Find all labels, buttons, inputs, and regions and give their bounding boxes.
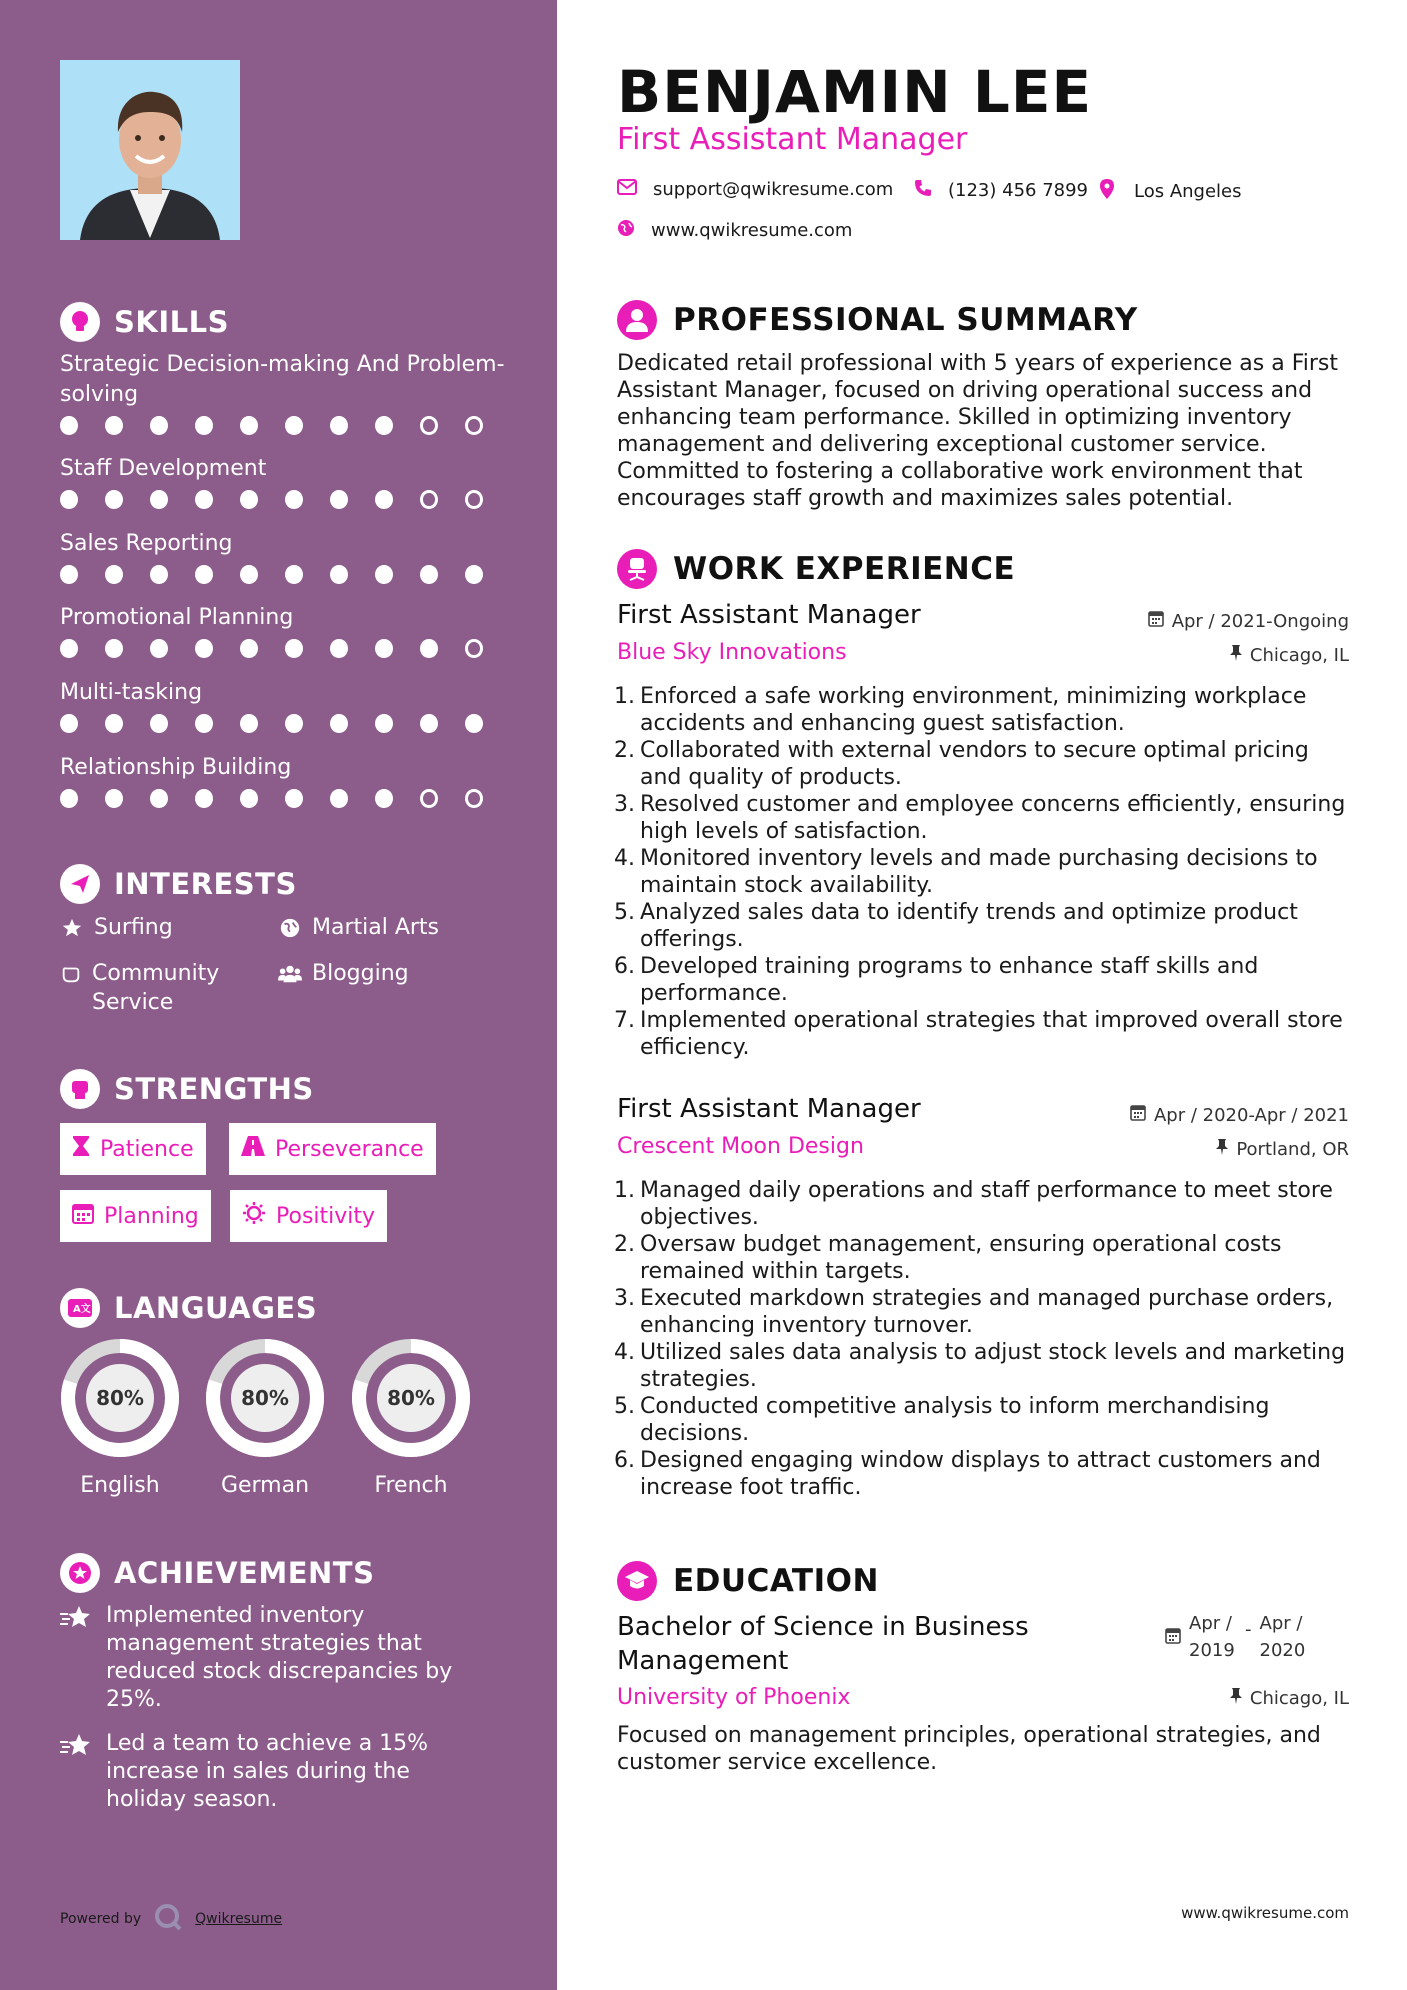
rating-dot-filled: [420, 565, 438, 584]
duty-number: 4.: [614, 846, 635, 871]
rating-dot-filled: [60, 714, 78, 733]
job-location-text: Chicago, IL: [1249, 645, 1349, 666]
rating-dot-filled: [375, 639, 393, 658]
interest-label: Martial Arts: [312, 915, 440, 940]
globe-icon: [617, 219, 635, 242]
interest-label: Surfing: [94, 915, 173, 940]
users-icon: [278, 959, 302, 988]
skills-title: SKILLS: [114, 305, 229, 339]
duty-text: Resolved customer and employee concerns efficiently, ensuring high levels of satisfaction.: [640, 792, 1346, 844]
rating-dot-filled: [285, 416, 303, 435]
interest-item-community-service: [60, 959, 260, 1017]
phone-text: (123) 456 7899: [948, 180, 1089, 201]
rating-dot-filled: [60, 490, 78, 509]
job-dates-text: Apr / 2021-Ongoing: [1171, 610, 1349, 632]
strengths-title: STRENGTHS: [114, 1072, 314, 1106]
skill-name: Sales Reporting: [60, 531, 233, 556]
rating-dot-filled: [285, 565, 303, 584]
education-date-separator: -: [1245, 1619, 1252, 1640]
duty-text: Conducted competitive analysis to inform merchandising decisions.: [640, 1394, 1270, 1446]
duty-item: [612, 1447, 1357, 1501]
svg-text:A文: A文: [73, 1304, 91, 1315]
job-dates-text: Apr / 2020-Apr / 2021: [1153, 1104, 1349, 1126]
rating-dot-filled: [240, 714, 258, 733]
rating-dot-filled: [195, 789, 213, 808]
interests-heading: [60, 864, 297, 904]
rating-dot-filled: [330, 639, 348, 658]
duty-number: 1.: [614, 1178, 635, 1203]
duty-item: [612, 1177, 1357, 1231]
duty-item: [612, 1339, 1357, 1393]
language-progress-ring: [350, 1337, 472, 1459]
rating-dot-filled: [375, 565, 393, 584]
interest-item-surfing: [60, 913, 173, 942]
job-location: [1216, 1139, 1349, 1160]
education-location-text: Chicago, IL: [1249, 1688, 1349, 1709]
skill-rating: [60, 714, 510, 733]
duty-number: 1.: [614, 684, 635, 709]
duty-text: Implemented operational strategies that improved overall store efficiency.: [640, 1008, 1343, 1060]
contact-phone[interactable]: [914, 179, 1088, 202]
rating-dot-empty: [465, 490, 483, 509]
work-heading: [617, 549, 1015, 589]
rating-dot-filled: [285, 490, 303, 509]
strength-label: Patience: [100, 1136, 194, 1162]
duty-text: Analyzed sales data to identify trends and optimize product offerings.: [640, 900, 1298, 952]
skill-rating: [60, 565, 510, 584]
skill-name: Relationship Building: [60, 755, 292, 780]
duty-item: [612, 683, 1357, 737]
summary-text: Dedicated retail professional with 5 years of experience as a First Assistant Manager, focused on driving operational success and enhancing team performance. Skilled in optimizing inventory management and delivering exceptional customer service. Committed to fostering a collaborative work environment that encourages staff growth and maximizes sales potential.: [617, 351, 1338, 511]
duty-number: 4.: [614, 1340, 635, 1365]
skill-item: [60, 753, 510, 808]
summary-title: PROFESSIONAL SUMMARY: [673, 302, 1138, 338]
rating-dot-filled: [240, 416, 258, 435]
duty-item: [612, 1007, 1357, 1061]
footer-website[interactable]: www.qwikresume.com: [1181, 1904, 1349, 1922]
rating-dot-filled: [150, 639, 168, 658]
rating-dot-filled: [195, 565, 213, 584]
rating-dot-filled: [375, 789, 393, 808]
qwikresume-logo-icon: [153, 1902, 183, 1936]
rating-dot-filled: [420, 714, 438, 733]
skill-rating: [60, 490, 510, 509]
duty-text: Developed training programs to enhance staff skills and performance.: [640, 954, 1259, 1006]
skill-item: [60, 454, 510, 509]
job-company: Blue Sky Innovations: [617, 640, 847, 665]
duty-item: [612, 1393, 1357, 1447]
duty-text: Utilized sales data analysis to adjust stock levels and marketing strategies.: [640, 1340, 1346, 1392]
languages-title: LANGUAGES: [114, 1291, 318, 1325]
rating-dot-filled: [195, 490, 213, 509]
duty-item: [612, 791, 1357, 845]
rating-dot-filled: [195, 416, 213, 435]
candidate-name: BENJAMIN LEE: [617, 58, 1093, 126]
rating-dot-filled: [150, 416, 168, 435]
powered-by: [60, 1902, 282, 1936]
duty-number: 6.: [614, 1448, 635, 1473]
duty-text: Collaborated with external vendors to secure optimal pricing and quality of products.: [640, 738, 1309, 790]
powered-by-label: Powered by: [60, 1911, 142, 1927]
achievements-title: ACHIEVEMENTS: [114, 1556, 375, 1590]
duty-text: Managed daily operations and staff performance to meet store objectives.: [640, 1178, 1333, 1230]
rating-dot-filled: [105, 565, 123, 584]
duty-number: 3.: [614, 1286, 635, 1311]
contact-email[interactable]: [617, 179, 893, 200]
rating-dot-filled: [105, 714, 123, 733]
skill-rating: [60, 639, 510, 658]
skills-heading: [60, 302, 229, 342]
contact-location: [1100, 179, 1242, 204]
rating-dot-filled: [150, 565, 168, 584]
strength-badge-planning: [60, 1190, 211, 1242]
strength-label: Planning: [104, 1203, 199, 1229]
sun-icon: [242, 1201, 266, 1231]
rating-dot-filled: [465, 714, 483, 733]
language-percent: 80%: [387, 1386, 435, 1410]
language-percent: 80%: [241, 1386, 289, 1410]
rating-dot-filled: [240, 490, 258, 509]
skill-rating: [60, 789, 510, 808]
duty-number: 6.: [614, 954, 635, 979]
achievement-text: Implemented inventory management strategies that reduced stock discrepancies by 25%.: [106, 1603, 453, 1712]
rating-dot-empty: [465, 416, 483, 435]
job-location-text: Portland, OR: [1236, 1139, 1349, 1160]
duty-number: 5.: [614, 1394, 635, 1419]
map-pin-icon: [1100, 179, 1114, 204]
graduation-cap-icon: [617, 1561, 657, 1601]
skill-name: Promotional Planning: [60, 605, 294, 630]
duty-text: Designed engaging window displays to attract customers and increase foot traffic.: [640, 1448, 1321, 1500]
work-title: WORK EXPERIENCE: [673, 551, 1016, 587]
skill-name: Multi-tasking: [60, 680, 203, 705]
skill-item: [60, 529, 510, 584]
strength-badge-perseverance: [229, 1123, 436, 1175]
candidate-role: First Assistant Manager: [617, 122, 968, 157]
qwikresume-link[interactable]: Qwikresume: [195, 1911, 283, 1927]
user-icon: [617, 300, 657, 340]
envelope-icon: [617, 179, 637, 200]
language-progress-ring: [204, 1337, 326, 1459]
skill-item: [60, 678, 510, 733]
rating-dot-filled: [375, 490, 393, 509]
education-start: Apr / 2019: [1189, 1613, 1235, 1661]
strengths-heading: [60, 1069, 314, 1109]
shooting-star-icon: [60, 1730, 94, 1814]
duty-item: [612, 899, 1357, 953]
skill-item: [60, 350, 510, 435]
email-text: support@qwikresume.com: [653, 179, 894, 200]
office-chair-icon: [617, 549, 657, 589]
duty-item: [612, 1231, 1357, 1285]
rating-dot-filled: [240, 789, 258, 808]
job-duties-list: [612, 683, 1357, 1061]
language-name: French: [374, 1473, 448, 1498]
education-heading: [617, 1561, 879, 1601]
rating-dot-filled: [105, 416, 123, 435]
calendar-icon: [1148, 610, 1164, 632]
rating-dot-filled: [375, 714, 393, 733]
summary-heading: [617, 300, 1138, 340]
rating-dot-filled: [195, 714, 213, 733]
paper-plane-icon: [60, 864, 100, 904]
job-company: Crescent Moon Design: [617, 1134, 864, 1159]
language-name: German: [220, 1473, 310, 1498]
rating-dot-empty: [420, 490, 438, 509]
calendar-icon: [1165, 1610, 1181, 1664]
hand-icon: [60, 959, 82, 988]
language-item: [350, 1337, 472, 1498]
duty-item: [612, 953, 1357, 1007]
rating-dot-filled: [105, 789, 123, 808]
interests-title: INTERESTS: [114, 867, 297, 901]
education-degree: Bachelor of Science in Business Management: [617, 1612, 1029, 1676]
education-end: Apr / 2020: [1259, 1613, 1306, 1661]
skill-rating: [60, 416, 510, 435]
interest-item-blogging: [278, 959, 409, 988]
road-icon: [241, 1136, 265, 1162]
fist-icon: [60, 1069, 100, 1109]
education-description: Focused on management principles, operational strategies, and customer service excellence.: [617, 1723, 1321, 1775]
education-dates: [1165, 1610, 1308, 1664]
job-dates: [1148, 610, 1349, 632]
achievements-heading: [60, 1553, 374, 1593]
strength-badge-patience: [60, 1123, 206, 1175]
rating-dot-filled: [150, 789, 168, 808]
rating-dot-filled: [330, 789, 348, 808]
profile-photo: [60, 60, 240, 240]
star-icon: [60, 913, 84, 942]
achievement-text: Led a team to achieve a 15% increase in sales during the holiday season.: [106, 1731, 429, 1812]
job-dates: [1130, 1104, 1349, 1126]
job-title: First Assistant Manager: [617, 600, 921, 630]
duty-number: 2.: [614, 1232, 635, 1257]
duty-text: Enforced a safe working environment, minimizing workplace accidents and enhancing guest satisfaction.: [640, 684, 1307, 736]
education-location: [1230, 1688, 1349, 1709]
strength-label: Perseverance: [275, 1136, 424, 1162]
rating-dot-filled: [330, 490, 348, 509]
strength-badge-positivity: [230, 1190, 387, 1242]
job-location: [1230, 645, 1349, 666]
job-title: First Assistant Manager: [617, 1094, 921, 1124]
rating-dot-empty: [420, 789, 438, 808]
strength-label: Positivity: [276, 1203, 376, 1229]
duty-text: Monitored inventory levels and made purchasing decisions to maintain stock availability.: [640, 846, 1318, 898]
duty-number: 3.: [614, 792, 635, 817]
star-badge-icon: [60, 1553, 100, 1593]
skill-item: [60, 603, 510, 658]
duty-number: 5.: [614, 900, 635, 925]
rating-dot-filled: [195, 639, 213, 658]
website-text: www.qwikresume.com: [651, 220, 853, 241]
pushpin-icon: [1230, 1688, 1242, 1709]
rating-dot-filled: [60, 565, 78, 584]
phone-icon: [914, 179, 932, 202]
contact-website[interactable]: [617, 219, 852, 242]
rating-dot-filled: [105, 490, 123, 509]
lightbulb-icon: [60, 302, 100, 342]
job-duties-list: [612, 1177, 1357, 1501]
rating-dot-filled: [285, 789, 303, 808]
hourglass-icon: [72, 1135, 90, 1163]
rating-dot-filled: [330, 565, 348, 584]
achievement-item: [60, 1730, 480, 1814]
duty-number: 7.: [614, 1008, 635, 1033]
location-text: Los Angeles: [1134, 181, 1242, 202]
language-item: [59, 1337, 181, 1498]
rating-dot-filled: [150, 714, 168, 733]
education-title: EDUCATION: [673, 1563, 879, 1599]
duty-text: Executed markdown strategies and managed purchase orders, enhancing inventory turnover.: [640, 1286, 1334, 1338]
achievement-item: [60, 1602, 480, 1714]
rating-dot-filled: [285, 714, 303, 733]
rating-dot-filled: [330, 714, 348, 733]
interest-label: Blogging: [312, 961, 409, 986]
education-school: University of Phoenix: [617, 1685, 851, 1710]
shooting-star-icon: [60, 1602, 94, 1714]
language-item: [204, 1337, 326, 1498]
rating-dot-filled: [60, 789, 78, 808]
rating-dot-filled: [285, 639, 303, 658]
languages-heading: [60, 1288, 317, 1328]
calendar-icon: [1130, 1104, 1146, 1126]
rating-dot-empty: [420, 416, 438, 435]
rating-dot-filled: [240, 639, 258, 658]
interest-item-martial-arts: [278, 913, 439, 942]
duty-text: Oversaw budget management, ensuring operational costs remained within targets.: [640, 1232, 1282, 1284]
rating-dot-filled: [60, 416, 78, 435]
pushpin-icon: [1230, 645, 1242, 666]
interest-label: Community Service: [92, 961, 220, 1015]
rating-dot-filled: [420, 639, 438, 658]
language-progress-ring: [59, 1337, 181, 1459]
rating-dot-empty: [465, 789, 483, 808]
rating-dot-filled: [150, 490, 168, 509]
rating-dot-filled: [375, 416, 393, 435]
duty-item: [612, 845, 1357, 899]
language-percent: 80%: [96, 1386, 144, 1410]
language-name: English: [80, 1473, 160, 1498]
duty-item: [612, 1285, 1357, 1339]
rating-dot-filled: [330, 416, 348, 435]
sidebar: [0, 0, 557, 1990]
skill-name: Staff Development: [60, 456, 267, 481]
skill-name: Strategic Decision-making And Problem-solving: [60, 352, 505, 407]
language-icon: [60, 1288, 100, 1328]
calendar-icon: [72, 1202, 94, 1230]
pushpin-icon: [1216, 1139, 1228, 1160]
rating-dot-filled: [240, 565, 258, 584]
rating-dot-filled: [465, 565, 483, 584]
rating-dot-filled: [60, 639, 78, 658]
rating-dot-empty: [465, 639, 483, 658]
rating-dot-filled: [105, 639, 123, 658]
duty-item: [612, 737, 1357, 791]
globe-icon: [278, 913, 302, 942]
duty-number: 2.: [614, 738, 635, 763]
